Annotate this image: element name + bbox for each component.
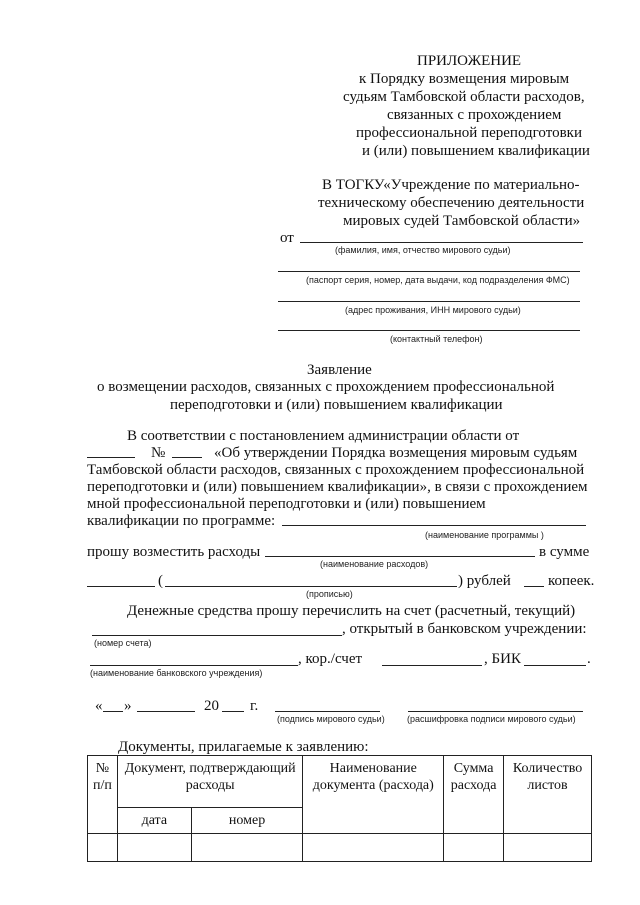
signature-decode-field[interactable] [408, 711, 583, 712]
kopecks-label: копеек. [548, 573, 595, 589]
date-month-field[interactable] [137, 711, 195, 712]
amount-digits-field[interactable] [87, 586, 155, 587]
header-doc-name: Наименование документа (расхода) [303, 756, 444, 834]
date-open-quote: « [95, 698, 103, 714]
expenses-field-line[interactable] [265, 556, 535, 557]
phone-field-line[interactable] [278, 330, 580, 331]
table-row[interactable] [88, 834, 592, 862]
addressee-line-2: техническому обеспечению деятельности [318, 195, 585, 211]
bank-caption: (наименование банковского учреждения) [90, 668, 263, 678]
bik-end-period: . [587, 651, 591, 667]
cell-sum[interactable] [444, 834, 504, 862]
addressee-line-3: мировых судей Тамбовской области» [343, 213, 581, 229]
reimburse-label: прошу возместить расходы [87, 544, 261, 560]
program-caption: (наименование программы ) [425, 530, 544, 540]
attachments-title: Документы, прилагаемые к заявлению: [118, 739, 369, 755]
body-line-1b: «Об утверждении Порядка возмещения мировым судьям [214, 445, 578, 461]
decree-date-field[interactable] [87, 457, 135, 458]
addressee-line-1: В ТОГКУ«Учреждение по материально- [322, 177, 580, 193]
corr-account-label: , кор./счет [298, 651, 363, 667]
statement-title: Заявление [307, 362, 372, 378]
account-field-line[interactable] [92, 635, 342, 636]
body-line-1d: переподготовки и (или) повышением квалификации», в связи с прохождением [87, 479, 588, 495]
from-label: от [280, 230, 294, 246]
corr-account-field[interactable] [382, 665, 482, 666]
amount-words-field[interactable] [165, 586, 457, 587]
signature-field[interactable] [275, 711, 380, 712]
decree-number-field[interactable] [172, 457, 202, 458]
account-caption: (номер счета) [94, 638, 152, 648]
words-open-paren: ( [158, 573, 163, 589]
cell-doc-name[interactable] [303, 834, 444, 862]
passport-field-line[interactable] [278, 271, 580, 272]
appendix-title: ПРИЛОЖЕНИЕ [417, 53, 522, 69]
cell-number[interactable] [191, 834, 303, 862]
date-year-suffix: г. [250, 698, 259, 714]
bik-label: , БИК [484, 651, 521, 667]
body-line-1e: мной профессиональной переподготовки и (или) повышением [87, 496, 486, 512]
fio-field-line[interactable] [300, 242, 583, 243]
statement-subtitle-2: переподготовки и (или) повышением квалификации [170, 397, 503, 413]
attachments-table [87, 755, 592, 862]
header-date: дата [117, 808, 191, 834]
fio-caption: (фамилия, имя, отчество мирового судьи) [335, 245, 511, 255]
bik-field[interactable] [524, 665, 586, 666]
appendix-line-4: профессиональной переподготовки [356, 125, 582, 141]
header-sum: Сумма расхода [444, 756, 504, 834]
date-year-prefix: 20 [204, 698, 219, 714]
header-number: номер [191, 808, 303, 834]
date-close-quote: » [124, 698, 132, 714]
decree-number-sign: № [151, 445, 166, 461]
header-document: Документ, подтверждающий расходы [117, 756, 303, 808]
body-line-1a: В соответствии с постановлением администрации области от [127, 428, 520, 444]
appendix-line-3: связанных с прохождением [387, 107, 562, 123]
phone-caption: (контактный телефон) [390, 334, 483, 344]
transfer-text: Денежные средства прошу перечислить на счет (расчетный, текущий) [127, 603, 576, 619]
cell-date[interactable] [117, 834, 191, 862]
cell-num[interactable] [88, 834, 118, 862]
words-caption: (прописью) [306, 589, 353, 599]
header-sheets: Количество листов [504, 756, 592, 834]
sum-label: в сумме [539, 544, 590, 560]
statement-subtitle-1: о возмещении расходов, связанных с прохождением профессиональной [97, 379, 555, 395]
passport-caption: (паспорт серия, номер, дата выдачи, код подразделения ФМС) [306, 275, 570, 285]
address-caption: (адрес проживания, ИНН мирового судьи) [345, 305, 521, 315]
rubles-label: ) рублей [458, 573, 511, 589]
address-field-line[interactable] [278, 301, 580, 302]
body-line-1c: Тамбовской области расходов, связанных с прохождением профессиональной [87, 462, 585, 478]
opened-in-bank-text: , открытый в банковском учреждении: [342, 621, 587, 637]
date-day-field[interactable] [103, 711, 123, 712]
appendix-line-1: к Порядку возмещения мировым [359, 71, 570, 87]
header-num: № п/п [88, 756, 118, 834]
program-field-line[interactable] [282, 525, 586, 526]
bank-name-field[interactable] [90, 665, 298, 666]
cell-sheets[interactable] [504, 834, 592, 862]
kopecks-field[interactable] [524, 586, 544, 587]
signature-caption: (подпись мирового судьи) [277, 714, 385, 724]
appendix-line-5: и (или) повышением квалификации [362, 143, 590, 159]
body-line-1f: квалификации по программе: [87, 513, 276, 529]
expenses-caption: (наименование расходов) [320, 559, 429, 569]
signature-decode-caption: (расшифровка подписи мирового судьи) [407, 714, 576, 724]
appendix-line-2: судьям Тамбовской области расходов, [343, 89, 585, 105]
date-year-field[interactable] [222, 711, 244, 712]
